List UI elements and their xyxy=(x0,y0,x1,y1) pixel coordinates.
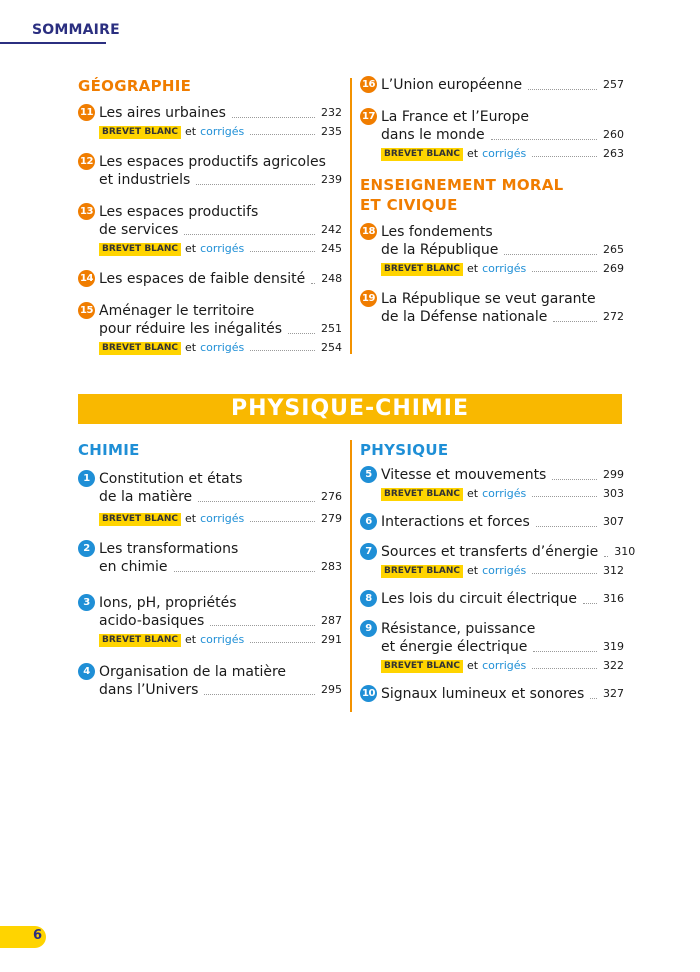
page-number: 263 xyxy=(603,147,624,160)
corriges-link[interactable]: corrigés xyxy=(200,242,245,255)
entry-title-cont: acido-basiques xyxy=(99,613,205,629)
page-number: 257 xyxy=(603,78,624,91)
chapter-number-badge: 14 xyxy=(78,270,95,287)
page-number: 251 xyxy=(321,322,342,335)
toc-entry-2[interactable] xyxy=(78,540,342,576)
corriges-link[interactable]: corrigés xyxy=(482,487,527,500)
geography-emc-column xyxy=(360,76,624,340)
toc-entry-14[interactable] xyxy=(78,270,342,288)
page-number: 272 xyxy=(603,310,624,323)
brevet-blanc-tag: BREVET BLANC xyxy=(381,488,463,501)
et-text: et xyxy=(185,341,197,354)
section-title-emc-line1: ENSEIGNEMENT MORAL xyxy=(360,176,564,194)
brevet-blanc-tag: BREVET BLANC xyxy=(99,634,181,647)
physique-chimie-banner: PHYSIQUE-CHIMIE xyxy=(78,394,622,424)
page-header-title: SOMMAIRE xyxy=(32,22,120,38)
brevet-blanc-tag: BREVET BLANC xyxy=(99,243,181,256)
column-divider xyxy=(350,78,352,354)
column-divider xyxy=(350,440,352,712)
physique-column xyxy=(360,440,636,717)
entry-title: La France et l’Europe xyxy=(381,109,529,125)
toc-entry-19[interactable] xyxy=(360,290,624,326)
entry-title: Les lois du circuit électrique xyxy=(381,591,577,607)
chapter-number-badge: 5 xyxy=(360,466,377,483)
toc-entry-15[interactable] xyxy=(78,302,342,355)
chapter-number-badge: 3 xyxy=(78,594,95,611)
entry-title: Les aires urbaines xyxy=(99,105,226,121)
et-text: et xyxy=(467,487,479,500)
et-text: et xyxy=(467,659,479,672)
chapter-number-badge: 15 xyxy=(78,302,95,319)
toc-entry-10[interactable] xyxy=(360,685,624,703)
brevet-blanc-tag: BREVET BLANC xyxy=(99,342,181,355)
page-number: 265 xyxy=(603,243,624,256)
section-title-chimie: CHIMIE xyxy=(78,441,140,459)
chapter-number-badge: 18 xyxy=(360,223,377,240)
page-number: 260 xyxy=(603,128,624,141)
page-number: 232 xyxy=(321,106,342,119)
entry-title-cont: de services xyxy=(99,222,179,238)
page-number: 283 xyxy=(321,560,342,573)
page-number: 287 xyxy=(321,614,342,627)
toc-entry-5[interactable] xyxy=(360,466,624,501)
page-number: 303 xyxy=(603,487,624,500)
section-title-physique: PHYSIQUE xyxy=(360,441,449,459)
page-number: 235 xyxy=(321,125,342,138)
et-text: et xyxy=(185,125,197,138)
brevet-blanc-tag: BREVET BLANC xyxy=(381,660,463,673)
entry-title: Aménager le territoire xyxy=(99,303,255,319)
chapter-number-badge: 8 xyxy=(360,590,377,607)
page-number: 312 xyxy=(603,564,624,577)
brevet-blanc-tag: BREVET BLANC xyxy=(381,263,463,276)
entry-title-cont: de la matière xyxy=(99,489,193,505)
et-text: et xyxy=(185,512,197,525)
chimie-column xyxy=(78,440,342,713)
chapter-number-badge: 2 xyxy=(78,540,95,557)
entry-title-cont: de la République xyxy=(381,242,499,258)
corriges-link[interactable]: corrigés xyxy=(482,564,527,577)
et-text: et xyxy=(185,633,197,646)
page-number: 310 xyxy=(614,545,636,558)
entry-title: Constitution et états xyxy=(99,471,243,487)
entry-title-cont: en chimie xyxy=(99,559,168,575)
entry-title-cont: pour réduire les inégalités xyxy=(99,321,283,337)
toc-entry-16[interactable] xyxy=(360,76,624,94)
toc-entry-7[interactable] xyxy=(360,543,636,578)
page-number: 327 xyxy=(603,687,624,700)
chapter-number-badge: 4 xyxy=(78,663,95,680)
brevet-blanc-tag: BREVET BLANC xyxy=(99,513,181,526)
entry-title: La République se veut garante xyxy=(381,291,596,307)
chapter-number-badge: 6 xyxy=(360,513,377,530)
corriges-link[interactable]: corrigés xyxy=(482,659,527,672)
page-number: 245 xyxy=(321,242,342,255)
chapter-number-badge: 11 xyxy=(78,104,95,121)
page-number: 295 xyxy=(321,683,342,696)
et-text: et xyxy=(467,564,479,577)
page-number: 322 xyxy=(603,659,624,672)
chapter-number-badge: 17 xyxy=(360,108,377,125)
toc-entry-6[interactable] xyxy=(360,513,624,531)
entry-title-cont: dans le monde xyxy=(381,127,485,143)
chapter-number-badge: 9 xyxy=(360,620,377,637)
chapter-number-badge: 7 xyxy=(360,543,377,560)
page-number: 248 xyxy=(321,272,343,285)
section-title-emc-line2: ET CIVIQUE xyxy=(360,196,458,214)
page-number: 279 xyxy=(321,512,342,525)
brevet-blanc-tag: BREVET BLANC xyxy=(99,126,181,139)
entry-title: Signaux lumineux et sonores xyxy=(381,686,585,702)
entry-title: L’Union européenne xyxy=(381,77,523,93)
page-number: 307 xyxy=(603,515,624,528)
page-number: 254 xyxy=(321,341,342,354)
entry-title: Vitesse et mouvements xyxy=(381,467,547,483)
page-number: 299 xyxy=(603,468,624,481)
page-number: 316 xyxy=(603,592,624,605)
chapter-number-badge: 12 xyxy=(78,153,95,170)
toc-entry-18[interactable] xyxy=(360,223,624,276)
brevet-blanc-tag: BREVET BLANC xyxy=(381,148,463,161)
toc-entry-11[interactable] xyxy=(78,104,342,139)
entry-title-cont: de la Défense nationale xyxy=(381,309,548,325)
chapter-number-badge: 1 xyxy=(78,470,95,487)
entry-title: Les espaces productifs xyxy=(99,204,259,220)
page-number: 239 xyxy=(321,173,342,186)
corriges-link[interactable]: corrigés xyxy=(200,512,245,525)
toc-entry-12[interactable] xyxy=(78,153,342,189)
entry-title-cont: dans l’Univers xyxy=(99,682,199,698)
entry-title: Les espaces productifs agricoles xyxy=(99,154,326,170)
entry-title: Interactions et forces xyxy=(381,514,530,530)
entry-title: Organisation de la matière xyxy=(99,664,287,680)
header-underline xyxy=(0,42,106,44)
et-text: et xyxy=(185,242,197,255)
section-title-emc xyxy=(360,175,624,215)
entry-title-cont: et énergie électrique xyxy=(381,639,528,655)
et-text: et xyxy=(467,147,479,160)
corriges-link[interactable]: corrigés xyxy=(482,262,527,275)
geography-column xyxy=(78,76,342,369)
section-title-geographie: GÉOGRAPHIE xyxy=(78,77,192,95)
toc-entry-1[interactable] xyxy=(78,470,342,526)
entry-title: Sources et transferts d’énergie xyxy=(381,544,599,560)
entry-title: Les fondements xyxy=(381,224,493,240)
entry-title: Les transformations xyxy=(99,541,239,557)
toc-entry-17[interactable] xyxy=(360,108,624,161)
toc-entry-8[interactable] xyxy=(360,590,624,608)
chapter-number-badge: 13 xyxy=(78,203,95,220)
page-number-label: 6 xyxy=(33,928,43,943)
toc-entry-4[interactable] xyxy=(78,663,342,699)
corriges-link[interactable]: corrigés xyxy=(200,633,245,646)
chapter-number-badge: 19 xyxy=(360,290,377,307)
page-number: 242 xyxy=(321,223,342,236)
corriges-link[interactable]: corrigés xyxy=(482,147,527,160)
et-text: et xyxy=(467,262,479,275)
page-number: 276 xyxy=(321,490,342,503)
toc-entry-13[interactable] xyxy=(78,203,342,256)
toc-entry-3[interactable] xyxy=(78,594,342,647)
page-number: 269 xyxy=(603,262,624,275)
entry-title: Les espaces de faible densité xyxy=(99,271,306,287)
page-number: 319 xyxy=(603,640,624,653)
toc-entry-9[interactable] xyxy=(360,620,624,673)
entry-title-cont: et industriels xyxy=(99,172,191,188)
entry-title: Ions, pH, propriétés xyxy=(99,595,237,611)
chapter-number-badge: 16 xyxy=(360,76,377,93)
corriges-link[interactable]: corrigés xyxy=(200,125,245,138)
page-number: 291 xyxy=(321,633,342,646)
chapter-number-badge: 10 xyxy=(360,685,377,702)
brevet-blanc-tag: BREVET BLANC xyxy=(381,565,463,578)
entry-title: Résistance, puissance xyxy=(381,621,536,637)
corriges-link[interactable]: corrigés xyxy=(200,341,245,354)
